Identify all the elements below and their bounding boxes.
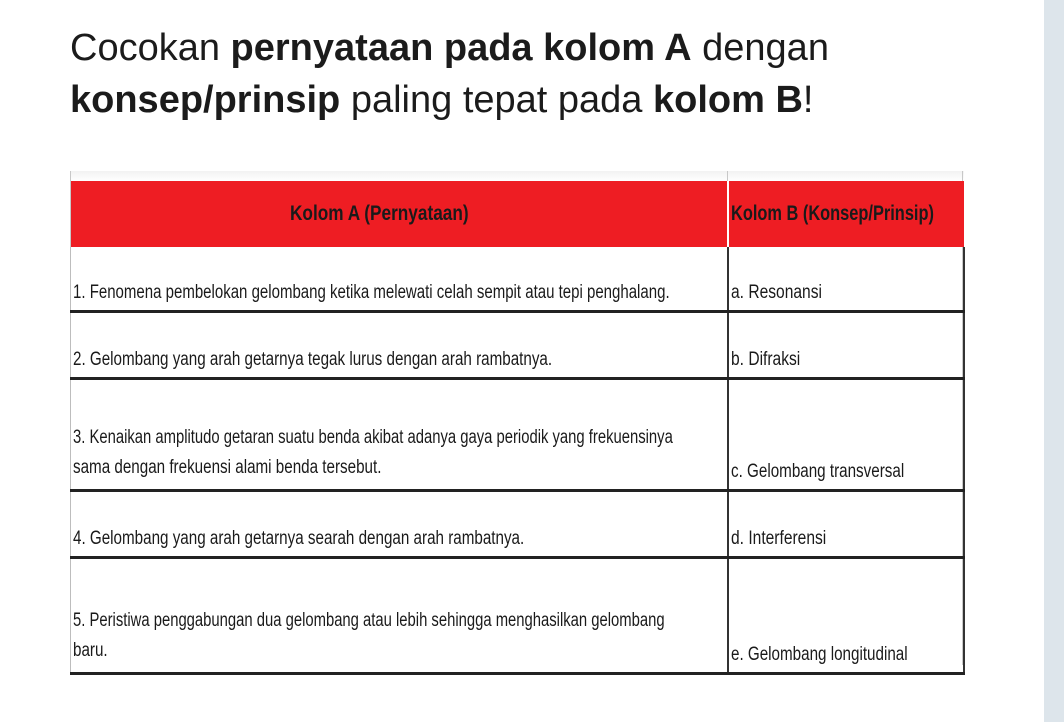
header-kolom-a-label: Kolom A (Pernyataan) (289, 202, 469, 225)
kolom-b-cell (728, 379, 964, 491)
header-kolom-b-label: Kolom B (Konsep/Prinsip) (730, 202, 934, 225)
table-row (71, 312, 964, 379)
header-kolom-b (728, 181, 964, 247)
concept-text: b. Difraksi (730, 349, 800, 370)
statement-text-line: 5. Peristiwa penggabungan dua gelombang atau lebih sehingga menghasilkan gelombang (73, 610, 665, 631)
concept-text: c. Gelombang transversal (730, 461, 904, 482)
table-row (71, 558, 964, 674)
kolom-a-cell (71, 491, 728, 558)
table-divider-line (727, 171, 728, 181)
kolom-b-cell (728, 312, 964, 379)
kolom-a-cell (71, 247, 728, 312)
matching-table (70, 181, 965, 675)
statement-text: 1. Fenomena pembelokan gelombang ketika melewati celah sempit atau tepi penghalang. (73, 282, 670, 303)
kolom-b-cell (728, 247, 964, 312)
table-row (71, 491, 964, 558)
header-kolom-a (71, 181, 728, 247)
kolom-a-cell (71, 558, 728, 674)
kolom-a-cell (71, 379, 728, 491)
concept-text: d. Interferensi (730, 528, 826, 549)
statement-text: 2. Gelombang yang arah getarnya tegak lurus dengan arah rambatnya. (73, 349, 553, 370)
question-bold: konsep/prinsip (70, 79, 341, 121)
concept-text: e. Gelombang longitudinal (730, 644, 908, 665)
table-row (71, 247, 964, 312)
scrollbar-track[interactable] (1044, 0, 1064, 722)
table-row (71, 379, 964, 491)
table-header-row (71, 181, 964, 247)
statement-text-line: baru. (73, 640, 108, 661)
question-part: dengan (691, 27, 829, 69)
question-part: paling tepat pada (340, 79, 653, 121)
concept-text: a. Resonansi (730, 282, 822, 303)
question-part: ! (802, 79, 814, 121)
question-bold: kolom B (652, 79, 803, 121)
question-bold: pernyataan pada kolom A (230, 27, 692, 69)
table-top-shade (70, 171, 964, 181)
question-text (70, 22, 1030, 126)
kolom-b-cell (728, 491, 964, 558)
kolom-a-cell (71, 312, 728, 379)
statement-text: 4. Gelombang yang arah getarnya searah dengan arah rambatnya. (73, 528, 525, 549)
statement-text-line: sama dengan frekuensi alami benda tersebut. (73, 457, 382, 478)
question-part: Cocokan (70, 27, 231, 69)
kolom-b-cell (728, 558, 964, 674)
statement-text-line: 3. Kenaikan amplitudo getaran suatu benda akibat adanya gaya periodik yang frekuensinya (73, 427, 673, 448)
